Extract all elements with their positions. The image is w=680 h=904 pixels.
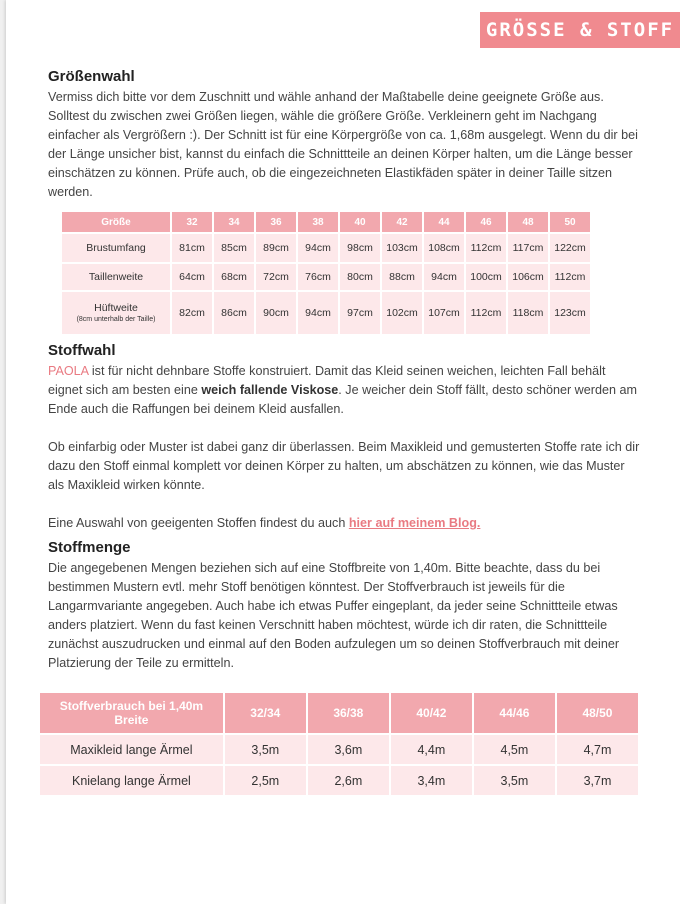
table-cell: 2,5m xyxy=(225,766,306,795)
table-row xyxy=(62,292,590,334)
brand-name: PAOLA xyxy=(48,364,89,378)
table-row xyxy=(40,766,638,795)
table-cell: 64cm xyxy=(172,264,212,290)
table-cell: 94cm xyxy=(298,292,338,334)
fabric-size-col: 44/46 xyxy=(474,693,555,733)
table-cell: 3,4m xyxy=(391,766,472,795)
fabric-table-header-row xyxy=(40,693,638,733)
stoffwahl-text-b: . Je weicher dein Stoff fällt, desto schöner werden am Ende auch die Raffungen bei deinem Kleid ausfallen. xyxy=(48,383,637,416)
size-col: 44 xyxy=(424,212,464,232)
table-cell: 68cm xyxy=(214,264,254,290)
size-col: 32 xyxy=(172,212,212,232)
heading-stoffwahl: Stoffwahl xyxy=(48,342,116,359)
table-cell: 112cm xyxy=(466,234,506,262)
stoffwahl-paragraph-1 xyxy=(48,362,640,419)
table-cell: 3,7m xyxy=(557,766,638,795)
table-cell: 72cm xyxy=(256,264,296,290)
table-cell: 102cm xyxy=(382,292,422,334)
fabric-size-col: 36/38 xyxy=(308,693,389,733)
fabric-highlight: weich fallende Viskose xyxy=(201,383,339,397)
table-cell: 3,6m xyxy=(308,735,389,764)
table-cell: 85cm xyxy=(214,234,254,262)
groessenwahl-body: Vermiss dich bitte vor dem Zuschnitt und wähle anhand der Maßtabelle deine geeignete Größe aus. Solltest du zwischen zwei Größen liegen, wähle die größere Größe. Verkleinern geht im Nachgang einfacher als Vergrößern :). Der Schnitt ist für eine Körpergröße von ca. 1,68m ausgelegt. Wenn du dir bei der Länge unsicher bist, kannst du einfach die Schnittteile an deinen Körper halten, um die Länge besser einschätzen zu können. Prüfe auch, ob die eingezeichneten Elastikfäden später in deiner Taille sitzen werden. xyxy=(48,90,638,199)
table-cell: 81cm xyxy=(172,234,212,262)
page-content xyxy=(48,66,640,797)
table-cell: 97cm xyxy=(340,292,380,334)
table-cell: 4,7m xyxy=(557,735,638,764)
size-col: 50 xyxy=(550,212,590,232)
table-row xyxy=(62,234,590,262)
table-cell: 3,5m xyxy=(474,766,555,795)
table-cell: 2,6m xyxy=(308,766,389,795)
table-cell: 112cm xyxy=(550,264,590,290)
blog-link[interactable]: hier auf meinem Blog. xyxy=(348,516,481,530)
size-col: 36 xyxy=(256,212,296,232)
size-col: 42 xyxy=(382,212,422,232)
table-cell: 4,4m xyxy=(391,735,472,764)
section-badge: GRÖSSE & STOFF xyxy=(480,12,680,48)
size-col: 34 xyxy=(214,212,254,232)
table-cell: 88cm xyxy=(382,264,422,290)
table-cell: 100cm xyxy=(466,264,506,290)
heading-groessenwahl: Größenwahl xyxy=(48,68,135,85)
table-cell: 76cm xyxy=(298,264,338,290)
table-cell: 118cm xyxy=(508,292,548,334)
row-label-hueftweite-main: Hüftweite xyxy=(94,302,138,314)
table-cell: 80cm xyxy=(340,264,380,290)
row-label-maxikleid: Maxikleid lange Ärmel xyxy=(40,735,223,764)
row-label-knielang: Knielang lange Ärmel xyxy=(40,766,223,795)
table-cell: 82cm xyxy=(172,292,212,334)
stoffwahl-text-c: Eine Auswahl von geeigenten Stoffen findest du auch xyxy=(48,516,349,530)
row-label-brustumfang: Brustumfang xyxy=(62,234,170,262)
size-table xyxy=(60,210,592,336)
fabric-size-col: 40/42 xyxy=(391,693,472,733)
table-cell: 112cm xyxy=(466,292,506,334)
fabric-table-header-label: Stoffverbrauch bei 1,40m Breite xyxy=(40,693,223,733)
size-col: 48 xyxy=(508,212,548,232)
table-cell: 103cm xyxy=(382,234,422,262)
stoffwahl-paragraph-3 xyxy=(48,514,640,533)
table-cell: 3,5m xyxy=(225,735,306,764)
size-col: 46 xyxy=(466,212,506,232)
heading-stoffmenge: Stoffmenge xyxy=(48,539,131,556)
table-cell: 117cm xyxy=(508,234,548,262)
table-cell: 86cm xyxy=(214,292,254,334)
table-cell: 108cm xyxy=(424,234,464,262)
fabric-table xyxy=(38,691,640,797)
table-cell: 4,5m xyxy=(474,735,555,764)
stoffwahl-paragraph-2: Ob einfarbig oder Muster ist dabei ganz dir überlassen. Beim Maxikleid und gemusterten Stoffe rate ich dir dazu den Stoff einmal komplett vor deinen Körper zu halten, um abschätzen zu können, wie das Muster als Maxikleid wirken könnte. xyxy=(48,440,640,492)
row-label-taillenweite: Taillenweite xyxy=(62,264,170,290)
stoffwahl-text-a: ist für nicht dehnbare Stoffe konstruiert. Damit das Kleid seinen weichen, leichten Fall behält eignet sich am besten eine xyxy=(48,364,606,397)
size-table-header-label: Größe xyxy=(62,212,170,232)
stoffmenge-body: Die angegebenen Mengen beziehen sich auf eine Stoffbreite von 1,40m. Bitte beachte, dass du bei bestimmen Mustern evtl. mehr Stoff benötigen könntest. Der Stoffverbrauch ist jeweils für die Langarmvariante angegeben. Auch habe ich etwas Puffer eingeplant, da jeder seine Schnittteile etwas anders platziert. Wenn du fast keinen Verschnitt haben möchtest, würde ich dir raten, die Schnittteile zunächst auszudrucken und einmal auf den Boden aufzulegen um so deinen Stoffverbrauch mit deiner Platzierung der Teile zu ermitteln. xyxy=(48,561,620,670)
size-table-header-row xyxy=(62,212,590,232)
row-label-hueftweite xyxy=(62,292,170,334)
table-cell: 94cm xyxy=(298,234,338,262)
fabric-size-col: 48/50 xyxy=(557,693,638,733)
table-cell: 94cm xyxy=(424,264,464,290)
size-col: 40 xyxy=(340,212,380,232)
table-cell: 107cm xyxy=(424,292,464,334)
fabric-size-col: 32/34 xyxy=(225,693,306,733)
table-cell: 89cm xyxy=(256,234,296,262)
table-row xyxy=(40,735,638,764)
table-cell: 123cm xyxy=(550,292,590,334)
table-cell: 98cm xyxy=(340,234,380,262)
table-cell: 90cm xyxy=(256,292,296,334)
table-row xyxy=(62,264,590,290)
document-page xyxy=(6,0,680,904)
row-label-hueftweite-sub: (8cm unterhalb der Taille) xyxy=(76,316,156,323)
size-col: 38 xyxy=(298,212,338,232)
table-cell: 122cm xyxy=(550,234,590,262)
table-cell: 106cm xyxy=(508,264,548,290)
